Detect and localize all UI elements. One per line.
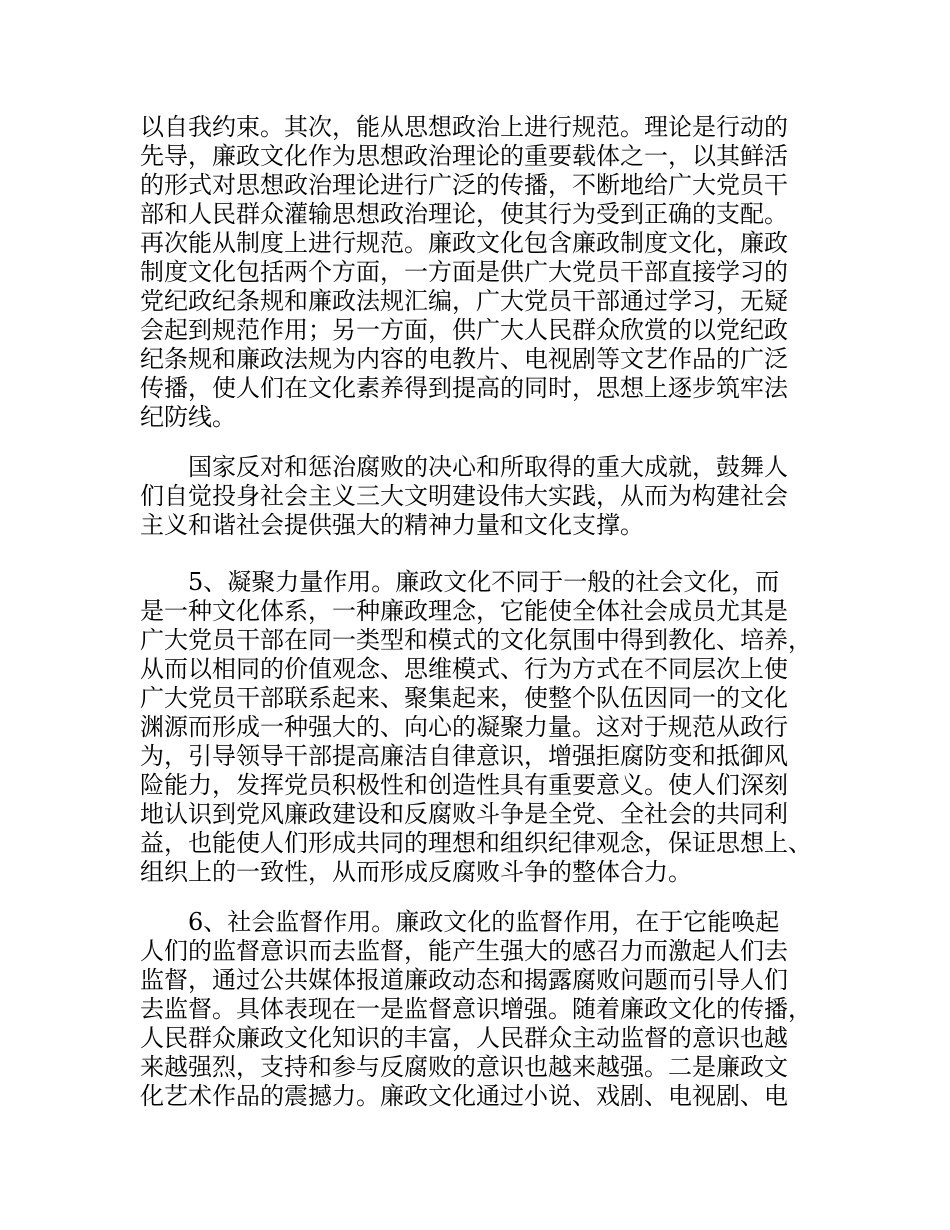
- text-line: 是一种文化体系，一种廉政理念，它能使全体社会成员尤其是: [140, 597, 788, 625]
- text-line: 渊源而形成一种强大的、向心的凝聚力量。这对于规范从政行: [140, 713, 788, 741]
- text-line: 人们的监督意识而去监督，能产生强大的感召力而激起人们去: [140, 937, 788, 965]
- text-line: 制度文化包括两个方面，一方面是供广大党员干部直接学习的: [140, 258, 788, 286]
- text-line: 们自觉投身社会主义三大文明建设伟大实践，从而为构建社会: [140, 482, 788, 510]
- text-line: 广大党员干部联系起来、聚集起来，使整个队伍因同一的文化: [140, 684, 788, 712]
- text-line: 来越强烈，支持和参与反腐败的意识也越来越强。二是廉政文: [140, 1053, 788, 1081]
- text-line: 从而以相同的价值观念、思维模式、行为方式在不同层次上使: [140, 655, 788, 683]
- text-line: 以自我约束。其次，能从思想政治上进行规范。理论是行动的: [140, 113, 788, 141]
- text-line: 部和人民群众灌输思想政治理论，使其行为受到正确的支配。: [140, 200, 788, 228]
- text-line: 的形式对思想政治理论进行广泛的传播，不断地给广大党员干: [140, 171, 788, 199]
- paragraph-norms: [140, 113, 830, 432]
- text-line: 会起到规范作用；另一方面，供广大人民群众欣赏的以党纪政: [140, 316, 788, 344]
- paragraph-anticorruption-achievements: [140, 453, 830, 540]
- text-line: 传播，使人们在文化素养得到提高的同时，思想上逐步筑牢法: [140, 374, 788, 402]
- text-line: 地认识到党风廉政建设和反腐败斗争是全党、全社会的共同利: [140, 800, 788, 828]
- text-line: 再次能从制度上进行规范。廉政文化包含廉政制度文化，廉政: [140, 229, 788, 257]
- text-line: 纪条规和廉政法规为内容的电教片、电视剧等文艺作品的广泛: [140, 345, 788, 373]
- text-line: 纪防线。: [140, 403, 236, 431]
- text-line: 主义和谐社会提供强大的精神力量和文化支撑。: [140, 511, 644, 539]
- text-line: 险能力，发挥党员积极性和创造性具有重要意义。使人们深刻: [140, 771, 788, 799]
- paragraph-supervision-role: [140, 908, 830, 1111]
- text-line: 先导，廉政文化作为思想政治理论的重要载体之一，以其鲜活: [140, 142, 788, 170]
- text-line: 党纪政纪条规和廉政法规汇编，广大党员干部通过学习，无疑: [140, 287, 788, 315]
- text-line: 国家反对和惩治腐败的决心和所取得的重大成就，鼓舞人: [140, 453, 788, 481]
- text-line: 去监督。具体表现在一是监督意识增强。随着廉政文化的传播，: [140, 995, 812, 1023]
- text-line: 广大党员干部在同一类型和模式的文化氛围中得到教化、培养，: [140, 626, 812, 654]
- text-line: 组织上的一致性，从而形成反腐败斗争的整体合力。: [140, 858, 692, 886]
- text-line: 人民群众廉政文化知识的丰富，人民群众主动监督的意识也越: [140, 1024, 788, 1052]
- text-line: 5、凝聚力量作用。廉政文化不同于一般的社会文化，而: [140, 568, 780, 596]
- text-line: 化艺术作品的震撼力。廉政文化通过小说、戏剧、电视剧、电: [140, 1082, 788, 1110]
- text-line: 6、社会监督作用。廉政文化的监督作用，在于它能唤起: [140, 908, 780, 936]
- text-line: 益，也能使人们形成共同的理想和组织纪律观念，保证思想上、: [140, 829, 812, 857]
- paragraph-cohesion-role: [140, 568, 830, 887]
- text-line: 为，引导领导干部提高廉洁自律意识，增强拒腐防变和抵御风: [140, 742, 788, 770]
- text-line: 监督，通过公共媒体报道廉政动态和揭露腐败问题而引导人们: [140, 966, 788, 994]
